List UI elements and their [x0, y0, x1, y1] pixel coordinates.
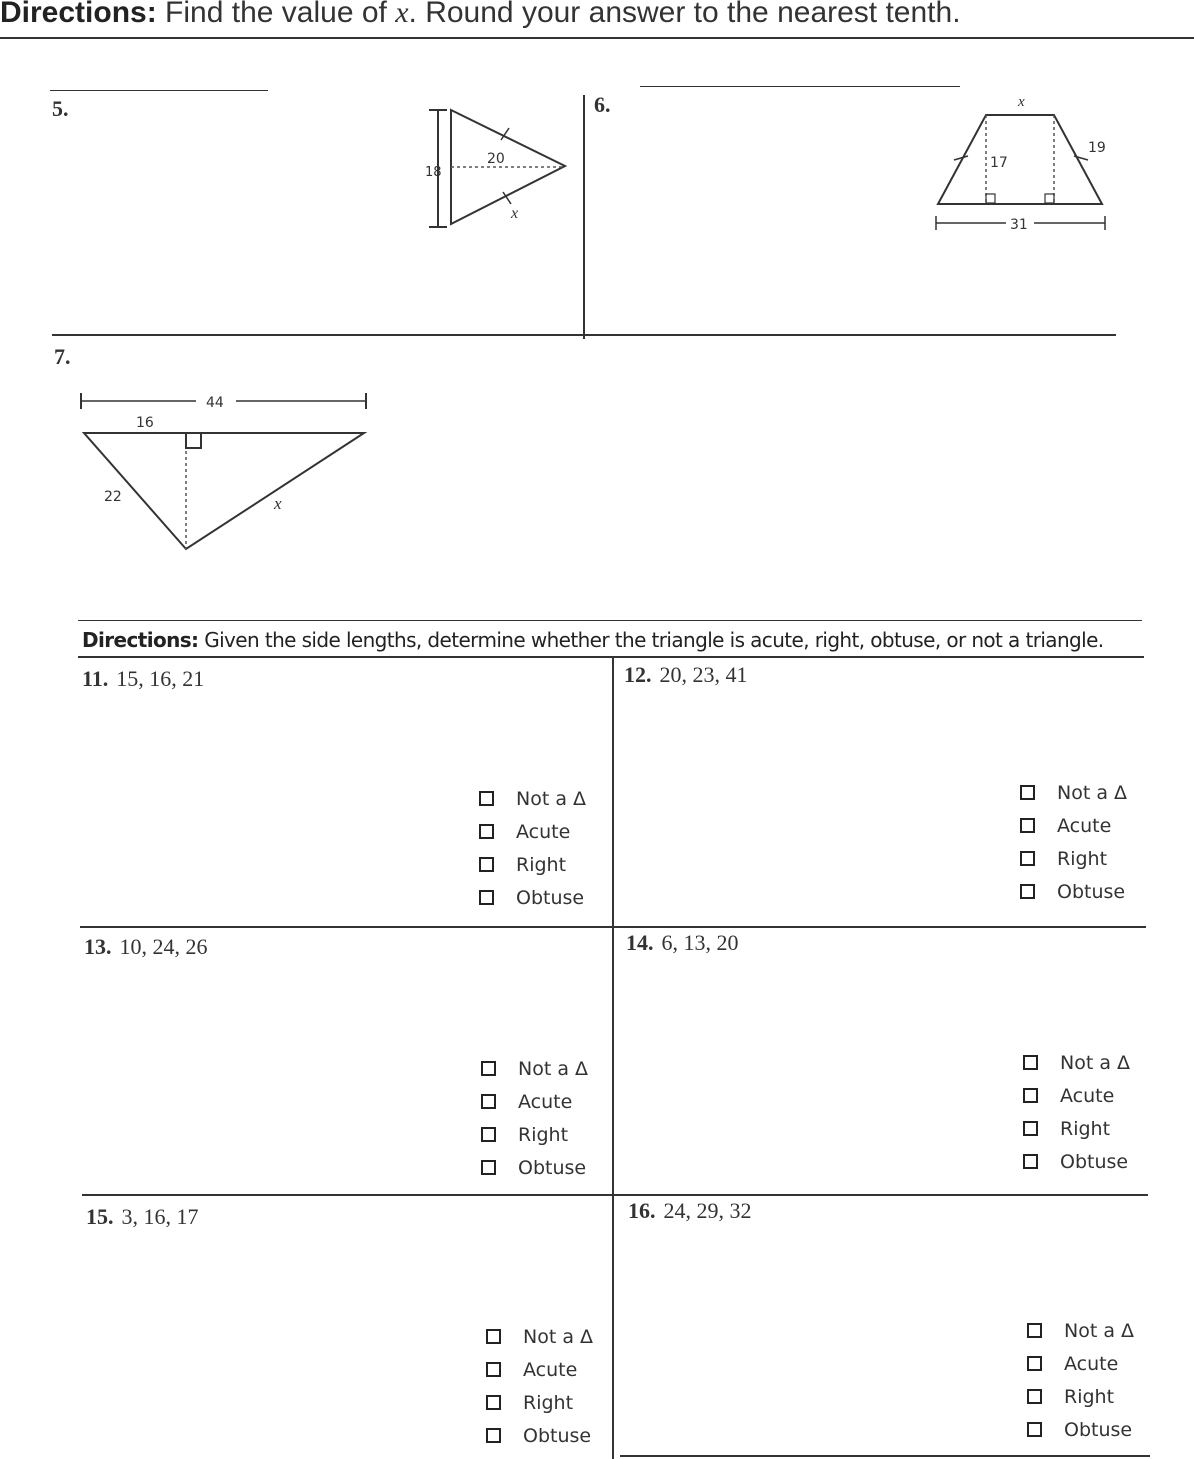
checkbox[interactable] — [479, 824, 494, 839]
checkbox[interactable] — [479, 791, 494, 806]
checkbox[interactable] — [479, 857, 494, 872]
checkbox[interactable] — [1027, 1323, 1042, 1338]
choice-acute[interactable]: Acute — [1027, 1347, 1134, 1380]
checkbox[interactable] — [1027, 1356, 1042, 1371]
checkbox[interactable] — [486, 1428, 501, 1443]
checkbox[interactable] — [486, 1395, 501, 1410]
checkbox[interactable] — [1023, 1154, 1038, 1169]
choice-acute[interactable]: Acute — [1023, 1079, 1130, 1112]
choice-obtuse[interactable]: Obtuse — [1020, 875, 1127, 908]
fig7-segment-label: 16 — [136, 415, 154, 431]
problem-15-choices — [486, 1320, 593, 1452]
problem-13-sides: 10, 24, 26 — [119, 934, 208, 959]
problem-12-sides: 20, 23, 41 — [659, 662, 748, 687]
figure-6-trapezoid — [930, 88, 1130, 238]
fig5-height-label: 18 — [425, 165, 442, 180]
problem-14 — [626, 930, 739, 956]
problem-15 — [86, 1204, 199, 1230]
problem-16-sides: 24, 29, 32 — [663, 1198, 752, 1223]
problem-16 — [628, 1198, 752, 1224]
choice-not-triangle[interactable]: Not a Δ — [1027, 1314, 1134, 1347]
problem-12 — [624, 662, 748, 688]
choice-right[interactable]: Right — [1027, 1380, 1134, 1413]
checkbox[interactable] — [1020, 851, 1035, 866]
choice-not-triangle[interactable]: Not a Δ — [1023, 1046, 1130, 1079]
fig7-left-label: 22 — [104, 489, 122, 505]
answer-line-6 — [640, 86, 960, 87]
checkbox[interactable] — [479, 890, 494, 905]
choice-right[interactable]: Right — [1023, 1112, 1130, 1145]
problem-7-number: 7. — [54, 344, 71, 369]
row-divider-3 — [620, 1455, 1150, 1457]
fig7-x-label: x — [274, 494, 282, 513]
checkbox[interactable] — [481, 1160, 496, 1175]
fig6-side-label: 19 — [1088, 140, 1106, 156]
answer-line-5 — [50, 90, 268, 91]
problem-11-sides: 15, 16, 21 — [116, 666, 205, 691]
choice-not-triangle[interactable]: Not a Δ — [481, 1052, 588, 1085]
choice-not-triangle[interactable]: Not a Δ — [486, 1320, 593, 1353]
choice-not-triangle[interactable]: Not a Δ — [1020, 776, 1127, 809]
section2-top-rule — [78, 620, 1142, 621]
choice-obtuse[interactable]: Obtuse — [486, 1419, 593, 1452]
problem-12-number: 12. — [624, 662, 652, 687]
fig6-base-label: 31 — [1010, 217, 1028, 233]
section2-header-rule — [78, 656, 1144, 658]
checkbox[interactable] — [481, 1127, 496, 1142]
problem-14-choices — [1023, 1046, 1130, 1178]
choice-acute[interactable]: Acute — [481, 1085, 588, 1118]
problem-15-sides: 3, 16, 17 — [121, 1204, 199, 1229]
checkbox[interactable] — [1020, 884, 1035, 899]
choice-not-triangle[interactable]: Not a Δ — [479, 782, 586, 815]
checkbox[interactable] — [1023, 1088, 1038, 1103]
checkbox[interactable] — [486, 1362, 501, 1377]
fig6-height-label: 17 — [990, 155, 1008, 171]
choice-right[interactable]: Right — [1020, 842, 1127, 875]
choice-acute[interactable]: Acute — [486, 1353, 593, 1386]
problem-16-number: 16. — [628, 1198, 656, 1223]
problem-16-choices — [1027, 1314, 1134, 1446]
fig5-median-label: 20 — [487, 151, 505, 167]
section2-label: Directions: — [82, 628, 199, 652]
checkbox[interactable] — [1027, 1389, 1042, 1404]
checkbox[interactable] — [486, 1329, 501, 1344]
figure-5-triangle — [415, 100, 585, 240]
fig7-total-label: 44 — [206, 395, 224, 411]
problem-13 — [84, 934, 208, 960]
checkbox[interactable] — [1023, 1121, 1038, 1136]
problem-13-number: 13. — [84, 934, 112, 959]
problem-6-number: 6. — [594, 92, 611, 117]
problem-15-number: 15. — [86, 1204, 114, 1229]
directions-header — [0, 0, 1194, 34]
section2-center-divider — [612, 656, 614, 1459]
choice-acute[interactable]: Acute — [479, 815, 586, 848]
problem-14-number: 14. — [626, 930, 654, 955]
checkbox[interactable] — [1020, 818, 1035, 833]
checkbox[interactable] — [481, 1061, 496, 1076]
choice-obtuse[interactable]: Obtuse — [481, 1151, 588, 1184]
header-rule — [0, 37, 1194, 39]
problem-11-choices — [479, 782, 586, 914]
row-divider-1 — [80, 926, 1146, 928]
choice-right[interactable]: Right — [479, 848, 586, 881]
fig5-x-label: x — [511, 205, 519, 222]
section2-directions — [82, 628, 1104, 652]
checkbox[interactable] — [1027, 1422, 1042, 1437]
choice-right[interactable]: Right — [481, 1118, 588, 1151]
problem-12-choices — [1020, 776, 1127, 908]
fig6-x-label: x — [1018, 94, 1025, 110]
section2-text: Given the side lengths, determine whether the triangle is acute, right, obtuse, or not a triangle. — [204, 628, 1104, 652]
divider-row-7 — [52, 334, 1116, 336]
row-divider-2 — [82, 1194, 1148, 1196]
directions-label: Directions: — [0, 0, 157, 29]
checkbox[interactable] — [1020, 785, 1035, 800]
variable-x: x — [395, 0, 409, 29]
choice-acute[interactable]: Acute — [1020, 809, 1127, 842]
problem-13-choices — [481, 1052, 588, 1184]
checkbox[interactable] — [481, 1094, 496, 1109]
checkbox[interactable] — [1023, 1055, 1038, 1070]
choice-obtuse[interactable]: Obtuse — [1027, 1413, 1134, 1446]
choice-obtuse[interactable]: Obtuse — [479, 881, 586, 914]
choice-obtuse[interactable]: Obtuse — [1023, 1145, 1130, 1178]
choice-right[interactable]: Right — [486, 1386, 593, 1419]
problem-14-sides: 6, 13, 20 — [661, 930, 739, 955]
problem-5-number: 5. — [52, 96, 69, 121]
figure-7-triangle — [70, 385, 390, 565]
problem-11 — [82, 666, 204, 692]
directions-text: Find the value of x. Round your answer to the nearest tenth. — [165, 0, 960, 29]
problem-11-number: 11. — [82, 666, 109, 691]
